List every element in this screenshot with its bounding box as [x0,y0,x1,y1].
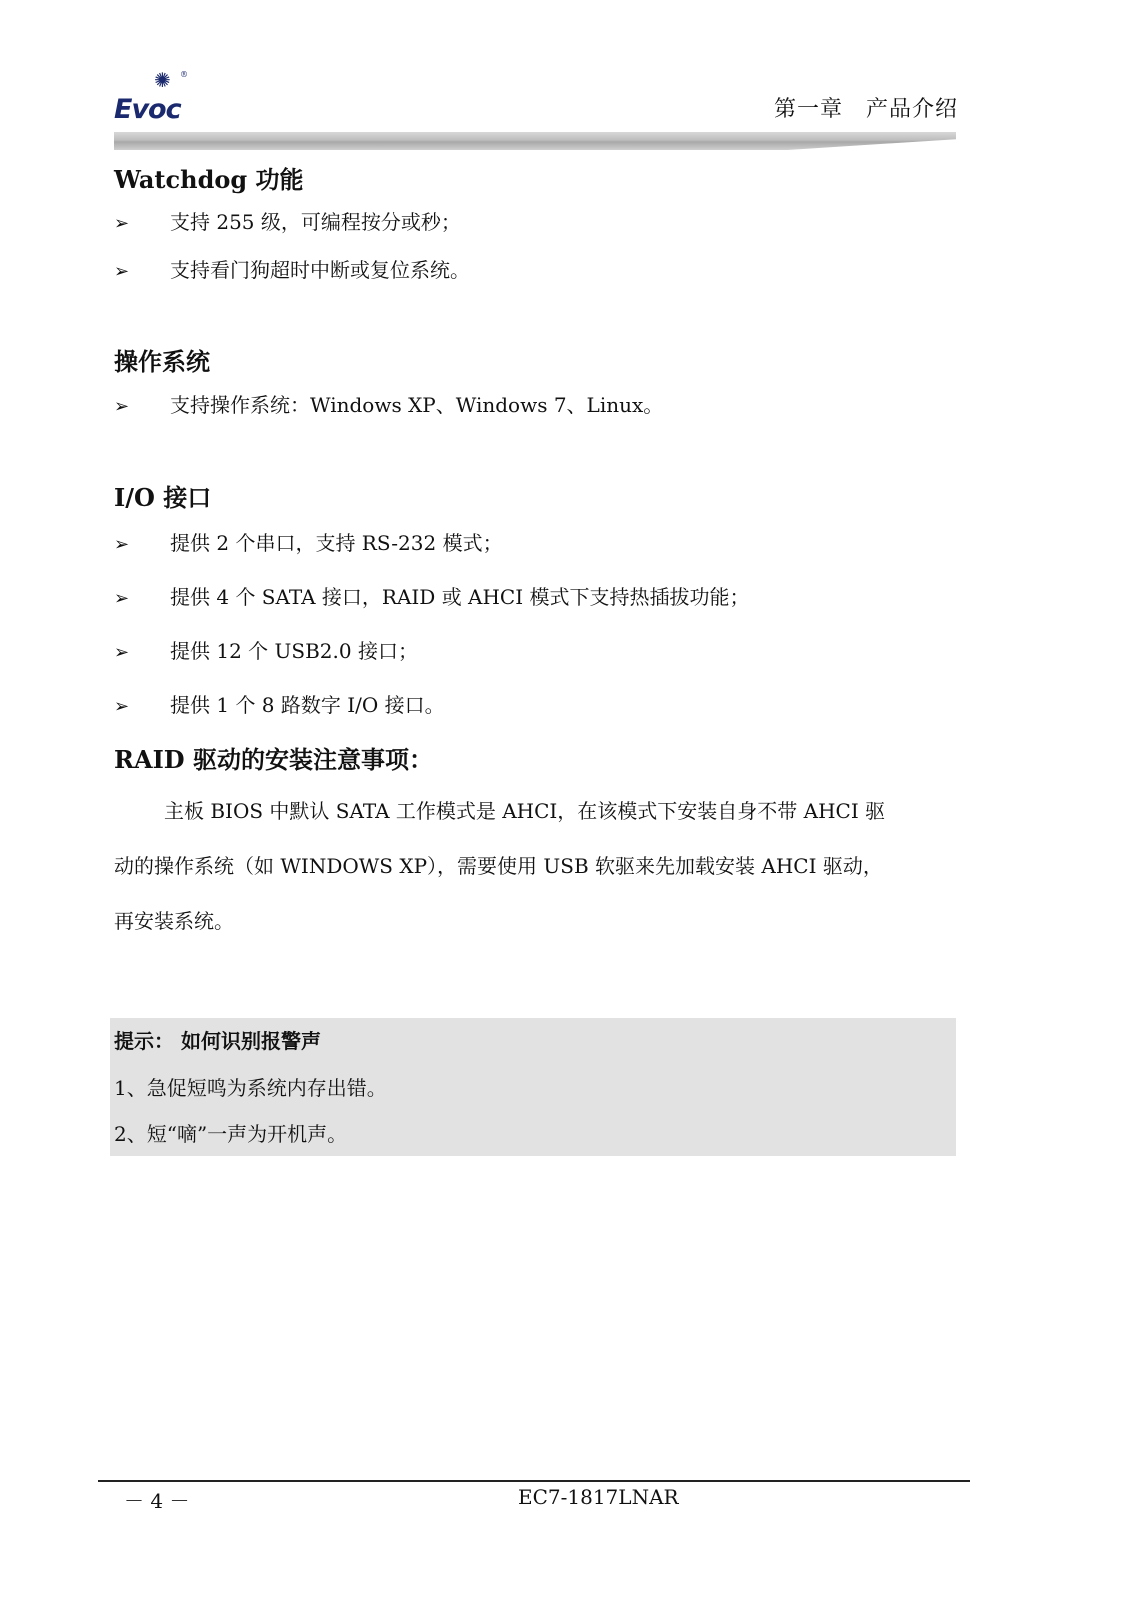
list-item: ➢ 支持看门狗超时中断或复位系统。 [114,258,470,282]
arrow-bullet-icon: ➢ [114,396,130,417]
list-item: ➢ 支持 255 级，可编程按分或秒； [114,210,461,234]
list-item: ➢ 提供 12 个 USB2.0 接口； [114,639,418,663]
evoc-logo [114,70,194,126]
registered-mark-icon: ® [180,70,188,79]
section-heading-io: I/O 接口 [114,483,212,512]
list-item: ➢ 提供 4 个 SATA 接口，RAID 或 AHCI 模式下支持热插拔功能； [114,585,750,609]
arrow-bullet-icon: ➢ [114,696,130,717]
paragraph-line: 主板 BIOS 中默认 SATA 工作模式是 AHCI，在该模式下安装自身不带 AHCI 驱 [164,799,886,823]
page-number: － 4 － [124,1489,190,1513]
arrow-bullet-icon: ➢ [114,261,130,282]
section-heading-watchdog: Watchdog 功能 [114,165,304,194]
header-divider [114,132,956,150]
model-name: EC7-1817LNAR [518,1485,679,1509]
list-item: ➢ 提供 1 个 8 路数字 I/O 接口。 [114,693,445,717]
tip-line: 2、短“嘀”一声为开机声。 [114,1122,348,1146]
tip-line: 1、急促短鸣为系统内存出错。 [114,1076,387,1100]
chapter-title: 第一章 产品介绍 [773,97,958,122]
logo-wordmark: Evoc [114,94,181,125]
list-item: ➢ 支持操作系统：Windows XP、Windows 7、Linux。 [114,393,664,417]
paragraph-line: 再安装系统。 [114,909,234,933]
arrow-bullet-icon: ➢ [114,213,130,234]
list-item: ➢ 提供 2 个串口，支持 RS-232 模式； [114,531,503,555]
section-heading-raid: RAID 驱动的安装注意事项： [114,745,433,774]
star-burst-icon: ✺ [154,68,171,92]
arrow-bullet-icon: ➢ [114,588,130,609]
raid-paragraph [114,796,954,961]
arrow-bullet-icon: ➢ [114,534,130,555]
footer-divider [98,1480,970,1482]
section-heading-os: 操作系统 [114,347,210,376]
arrow-bullet-icon: ➢ [114,642,130,663]
tip-title: 提示： 如何识别报警声 [114,1029,321,1053]
paragraph-line: 动的操作系统（如 WINDOWS XP），需要使用 USB 软驱来先加载安装 AHCI 驱动， [114,854,883,878]
